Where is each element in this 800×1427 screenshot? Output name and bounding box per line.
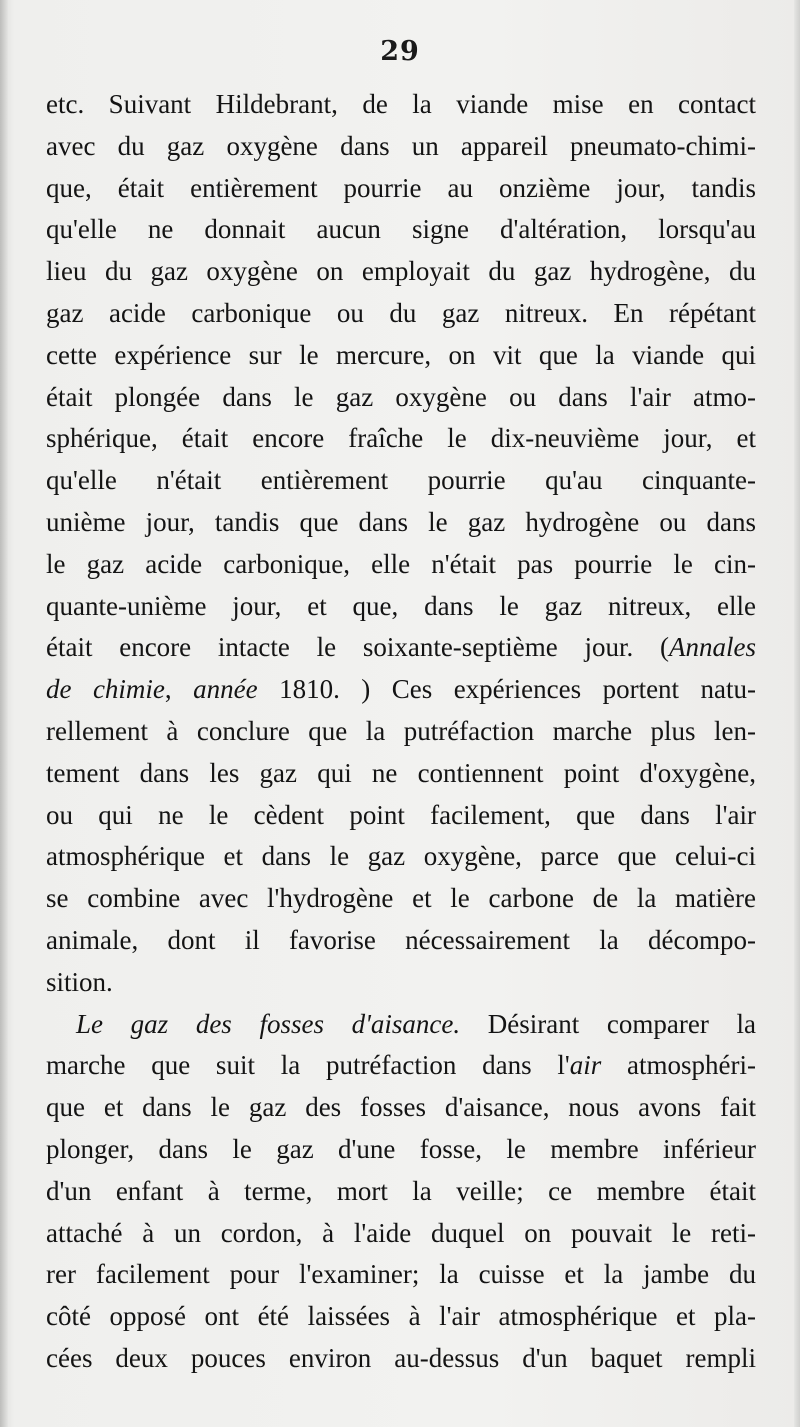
text-segment: cette expérience sur le mercure, on vit que la viande qui [46, 339, 756, 370]
text-line [46, 1254, 756, 1296]
text-segment: sition. [46, 966, 113, 997]
text-segment: atmosphéri- [601, 1050, 756, 1081]
text-segment: d'un enfant à terme, mort la veille; ce membre était [46, 1175, 756, 1206]
text-segment: que, était entièrement pourrie au onzième jour, tandis [46, 172, 756, 203]
text-segment: 1810. ) Ces expériences portent natu- [257, 674, 757, 705]
text-line [46, 460, 756, 502]
text-segment: se combine avec l'hydrogène et le carbone de la matière [46, 883, 756, 914]
text-line [46, 168, 756, 210]
italic-text: année [193, 674, 258, 705]
text-line [46, 126, 756, 168]
text-segment: gaz acide carbonique ou du gaz nitreux. En répétant [46, 297, 756, 328]
text-segment: ou qui ne le cèdent point facilement, que dans l'air [46, 799, 756, 830]
text-segment: etc. Suivant Hildebrant, de la viande mise en contact [46, 89, 756, 119]
text-line [46, 1129, 756, 1171]
text-segment: , [164, 674, 194, 705]
text-segment: Désirant comparer la [460, 1008, 756, 1039]
text-segment: plonger, dans le gaz d'une fosse, le membre inférieur [46, 1133, 756, 1164]
text-line [46, 84, 756, 126]
italic-text: Le gaz des fosses d'aisance. [76, 1008, 461, 1039]
text-line [46, 1213, 756, 1255]
text-segment: rellement à conclure que la putréfaction marche plus len- [46, 715, 756, 746]
text-line [46, 544, 756, 586]
text-line [46, 1087, 756, 1129]
text-line [46, 711, 756, 753]
text-line [46, 753, 756, 795]
text-line [46, 209, 756, 251]
text-segment: côté opposé ont été laissées à l'air atmosphérique et pla- [46, 1301, 756, 1332]
text-segment: rer facilement pour l'examiner; la cuisse et la jambe du [46, 1259, 756, 1290]
text-segment: tement dans les gaz qui ne contiennent point d'oxygène, [46, 757, 756, 788]
italic-text: Annales [669, 632, 756, 663]
text-segment: avec du gaz oxygène dans un appareil pneumato-chimi- [46, 130, 756, 161]
text-segment: sphérique, était encore fraîche le dix-neuvième jour, et [46, 423, 756, 454]
text-segment: cées deux pouces environ au-dessus d'un baquet rempli [46, 1342, 756, 1373]
text-line [46, 1004, 756, 1046]
text-line [46, 1338, 756, 1380]
text-line [46, 669, 756, 711]
text-line [46, 627, 756, 669]
text-line [46, 377, 756, 419]
text-segment: le gaz acide carbonique, elle n'était pas pourrie le cin- [46, 548, 756, 579]
text-segment: attaché à un cordon, à l'aide duquel on pouvait le reti- [46, 1217, 756, 1248]
text-line [46, 836, 756, 878]
text-segment: qu'elle ne donnait aucun signe d'altération, lorsqu'au [46, 214, 756, 245]
text-segment: lieu du gaz oxygène on employait du gaz hydrogène, du [46, 256, 756, 287]
body-text [46, 84, 756, 1380]
italic-text: de chimie [46, 674, 165, 705]
text-line [46, 502, 756, 544]
text-segment: était plongée dans le gaz oxygène ou dans l'air atmo- [46, 381, 756, 412]
text-line [46, 251, 756, 293]
text-line [46, 586, 756, 628]
text-line [46, 1045, 756, 1087]
text-segment: quante-unième jour, et que, dans le gaz nitreux, elle [46, 590, 756, 621]
text-segment: qu'elle n'était entièrement pourrie qu'au cinquante- [46, 465, 756, 496]
text-segment: marche que suit la putréfaction dans l' [46, 1050, 570, 1081]
text-line [46, 920, 756, 962]
text-line [46, 1171, 756, 1213]
text-segment: animale, dont il favorise nécessairement la décompo- [46, 924, 756, 955]
text-segment: atmosphérique et dans le gaz oxygène, parce que celui-ci [46, 841, 756, 872]
text-line [46, 795, 756, 837]
text-line [46, 293, 756, 335]
text-segment: que et dans le gaz des fosses d'aisance, nous avons fait [46, 1092, 756, 1123]
text-line [46, 878, 756, 920]
text-line [46, 1296, 756, 1338]
text-segment: était encore intacte le soixante-septième jour. ( [46, 632, 669, 663]
text-line [46, 335, 756, 377]
text-line [46, 418, 756, 460]
italic-text: air [569, 1050, 602, 1081]
page-left-edge-shadow [0, 0, 8, 1427]
text-segment: unième jour, tandis que dans le gaz hydrogène ou dans [46, 506, 756, 537]
page-number: 29 [380, 36, 420, 67]
text-line [46, 962, 756, 1004]
page-right-edge-shadow [794, 0, 800, 1427]
